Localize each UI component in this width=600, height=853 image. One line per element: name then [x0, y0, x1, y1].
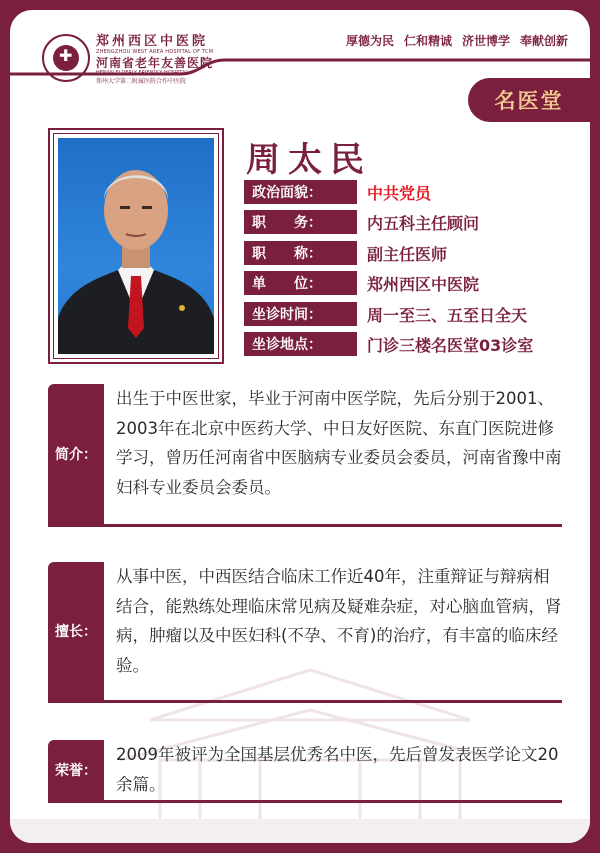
info-row-location	[244, 332, 533, 356]
info-row-unit	[244, 271, 479, 295]
info-value: 副主任医师	[367, 244, 448, 264]
info-label: 职 称：	[244, 241, 357, 265]
motto-item: 奉献创新	[519, 34, 568, 48]
info-label: 职 务：	[244, 210, 357, 234]
info-value: 门诊三楼名医堂03诊室	[367, 335, 534, 355]
motto-item: 仁和精诚	[403, 34, 452, 48]
section-tag: 名医堂	[468, 78, 590, 122]
bottom-bar	[10, 819, 590, 843]
info-label: 政治面貌：	[244, 180, 357, 204]
hospital-sub-name: 郑州大学第二附属医院合作中医院	[96, 78, 187, 85]
info-label: 单 位：	[244, 271, 357, 295]
info-row-title	[244, 241, 447, 265]
info-value: 内五科主任顾问	[367, 213, 480, 233]
doctor-photo	[58, 138, 214, 354]
doctor-portrait-icon	[58, 138, 214, 354]
poster-card	[10, 10, 590, 843]
info-row-position	[244, 210, 479, 234]
info-label: 坐诊时间：	[244, 302, 357, 326]
hospital-name: 郑州西区中医院	[96, 34, 209, 49]
doctor-photo-frame	[48, 128, 224, 364]
honors-text: 2009年被评为全国基层优秀名中医，先后曾发表医学论文20余篇。	[116, 745, 559, 794]
specialty-label: 擅长：	[48, 562, 104, 700]
info-value: 周一至三、五至日全天	[367, 305, 528, 325]
doctor-name: 周太民	[246, 140, 372, 180]
specialty-text: 从事中医，中西医结合临床工作近40年，注重辩证与辩病相结合，能熟练处理临床常见病及疑难杂症，对心脑血管病，肾病，肿瘤以及中医妇科(不孕、不育)的治疗，有丰富的临床经验。	[116, 567, 562, 675]
divider	[48, 700, 562, 703]
honors-label: 荣誉：	[48, 740, 104, 800]
info-value: 中共党员	[367, 183, 432, 203]
info-value: 郑州西区中医院	[367, 274, 480, 294]
motto-list	[346, 32, 568, 49]
header-divider	[10, 50, 590, 80]
info-row-political	[244, 180, 431, 204]
motto-item: 济世博学	[461, 34, 510, 48]
intro-label: 简介：	[48, 384, 104, 524]
hospital-name-2: 河南省老年友善医院	[96, 56, 214, 70]
divider	[48, 800, 562, 803]
divider	[48, 524, 562, 527]
info-label: 坐诊地点：	[244, 332, 357, 356]
intro-text: 出生于中医世家，毕业于河南中医学院，先后分别于2001、2003年在北京中医药大学、中日友好医院、东直门医院进修学习，曾历任河南省中医脑病专业委员会委员，河南省豫中南妇科专业委员会委员。	[116, 389, 562, 497]
info-row-schedule	[244, 302, 527, 326]
hospital-name-2-en: HENAN ELDERLY FRIENDLY HOSPITAL	[96, 70, 189, 76]
hospital-name-en: ZHENGZHOU WEST AREA HOSPITAL OF TCM	[96, 49, 214, 55]
motto-item: 厚德为民	[345, 34, 394, 48]
